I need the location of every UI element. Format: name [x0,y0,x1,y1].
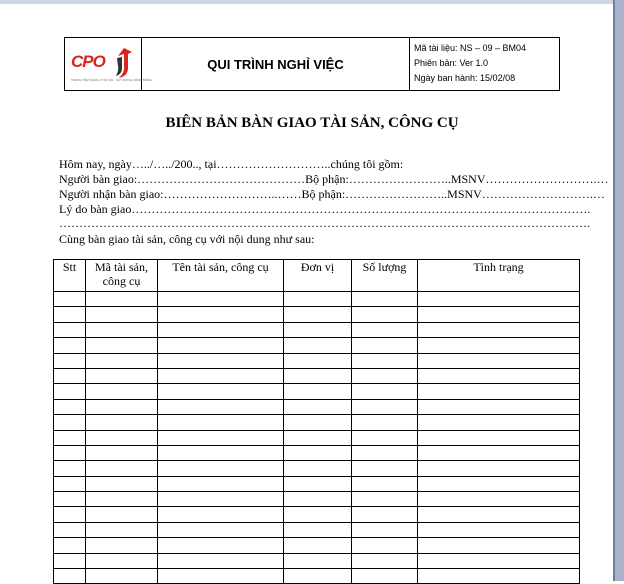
table-row [54,492,580,507]
table-cell[interactable] [284,522,352,537]
table-cell[interactable] [54,368,86,383]
table-cell[interactable] [54,430,86,445]
logo-subtext: TRUNG TÂM QUẢN LÝ DỰ ÁN · XÂY DỰNG CÔNG TRÌNH [71,78,152,82]
table-cell[interactable] [418,415,580,430]
table-cell[interactable] [284,399,352,414]
table-row [54,368,580,383]
table-cell[interactable] [418,322,580,337]
table-cell[interactable] [54,384,86,399]
table-cell[interactable] [158,476,284,491]
table-cell[interactable] [54,322,86,337]
table-cell[interactable] [284,384,352,399]
table-cell[interactable] [284,292,352,307]
table-row [54,522,580,537]
asset-handover-table [53,259,580,584]
table-row [54,461,580,476]
table-row [54,307,580,322]
table-cell[interactable] [352,307,418,322]
table-cell[interactable] [54,399,86,414]
table-cell[interactable] [158,553,284,568]
table-cell[interactable] [284,338,352,353]
table-cell[interactable] [352,415,418,430]
table-cell[interactable] [352,368,418,383]
table-cell[interactable] [54,338,86,353]
table-row [54,569,580,584]
table-cell[interactable] [418,430,580,445]
doc-issue-date: Ngày ban hành: 15/02/08 [414,73,516,83]
table-cell[interactable] [86,292,158,307]
table-cell[interactable] [86,399,158,414]
table-cell[interactable] [158,353,284,368]
table-cell[interactable] [86,507,158,522]
col-header-asset-code: Mã tài sản, công cụ [86,260,158,292]
table-cell[interactable] [418,553,580,568]
table-cell[interactable] [352,492,418,507]
table-cell[interactable] [86,538,158,553]
form-line-giver: Người bàn giao:……………………………………Bộ phận:……………………..MSNV……………………….… [59,172,609,186]
table-cell[interactable] [352,461,418,476]
table-cell[interactable] [86,492,158,507]
table-cell[interactable] [86,445,158,460]
document-title: BIÊN BẢN BÀN GIAO TÀI SẢN, CÔNG CỤ [165,115,459,131]
table-cell[interactable] [284,307,352,322]
table-cell[interactable] [54,476,86,491]
table-cell[interactable] [418,522,580,537]
table-cell[interactable] [352,538,418,553]
table-cell[interactable] [86,522,158,537]
table-cell[interactable] [352,553,418,568]
table-cell[interactable] [352,322,418,337]
form-line-reason-cont: ……………………………………………………………………………………………………………………. [59,216,590,230]
table-cell[interactable] [158,569,284,584]
table-cell[interactable] [54,569,86,584]
company-logo [65,38,152,90]
table-cell[interactable] [418,476,580,491]
table-cell[interactable] [352,353,418,368]
table-cell[interactable] [158,322,284,337]
table-cell[interactable] [54,492,86,507]
col-header-quantity: Số lượng [352,260,418,292]
table-cell[interactable] [352,476,418,491]
table-cell[interactable] [158,399,284,414]
table-body [54,292,580,584]
table-cell[interactable] [158,384,284,399]
table-cell[interactable] [352,445,418,460]
table-row [54,353,580,368]
table-row [54,538,580,553]
table-cell[interactable] [158,368,284,383]
table-cell[interactable] [86,553,158,568]
window-scrollbar-edge[interactable] [615,0,624,581]
col-header-condition: Tình trạng [418,260,580,292]
table-row [54,553,580,568]
table-cell[interactable] [352,507,418,522]
table-cell[interactable] [158,507,284,522]
header-title: QUI TRÌNH NGHỈ VIỆC [142,38,410,90]
table-cell[interactable] [86,415,158,430]
table-cell[interactable] [158,430,284,445]
table-cell[interactable] [418,292,580,307]
document-header [64,37,560,91]
form-line-reason: Lý do bàn giao……………………………………………………………………………………………………. [59,202,591,216]
table-cell[interactable] [158,292,284,307]
table-cell[interactable] [284,538,352,553]
table-cell[interactable] [418,538,580,553]
table-cell[interactable] [86,368,158,383]
col-header-stt: Stt [54,260,86,292]
table-cell[interactable] [54,553,86,568]
table-cell[interactable] [418,445,580,460]
table-cell[interactable] [418,461,580,476]
doc-version: Phiên bản: Ver 1.0 [414,58,489,68]
table-cell[interactable] [284,553,352,568]
table-cell[interactable] [284,322,352,337]
table-cell[interactable] [158,445,284,460]
table-cell[interactable] [284,461,352,476]
table-cell[interactable] [158,522,284,537]
table-cell[interactable] [418,353,580,368]
table-cell[interactable] [284,368,352,383]
doc-code: Mã tài liệu: NS – 09 – BM04 [414,43,527,53]
table-cell[interactable] [86,384,158,399]
table-cell[interactable] [158,338,284,353]
table-cell[interactable] [158,307,284,322]
table-row [54,384,580,399]
table-row [54,322,580,337]
table-cell[interactable] [284,430,352,445]
table-cell[interactable] [86,461,158,476]
table-cell[interactable] [158,461,284,476]
form-line-intro: Cùng bàn giao tài sản, công cụ với nội dung như sau: [59,232,315,246]
col-header-unit: Đơn vị [284,260,352,292]
table-cell[interactable] [54,522,86,537]
table-cell[interactable] [86,476,158,491]
table-cell[interactable] [352,399,418,414]
table-row [54,292,580,307]
table-cell[interactable] [54,292,86,307]
table-cell[interactable] [54,507,86,522]
table-cell[interactable] [352,430,418,445]
table-cell[interactable] [352,292,418,307]
table-cell[interactable] [284,507,352,522]
col-header-asset-name: Tên tài sản, công cụ [158,260,284,292]
table-cell[interactable] [158,492,284,507]
table-cell[interactable] [418,338,580,353]
table-cell[interactable] [418,307,580,322]
table-cell[interactable] [352,569,418,584]
table-row [54,415,580,430]
table-cell[interactable] [86,338,158,353]
table-cell[interactable] [284,492,352,507]
table-cell[interactable] [54,538,86,553]
table-cell[interactable] [284,415,352,430]
table-row [54,476,580,491]
table-cell[interactable] [86,322,158,337]
logo-mark-icon [113,46,135,80]
table-row [54,507,580,522]
table-cell[interactable] [418,569,580,584]
table-cell[interactable] [418,507,580,522]
table-row [54,445,580,460]
table-cell[interactable] [352,522,418,537]
table-row [54,399,580,414]
form-line-receiver: Người nhận bàn giao:………………………..……Bộ phận:……………………..MSNV……………………….… [59,187,605,201]
table-cell[interactable] [54,353,86,368]
table-cell[interactable] [54,307,86,322]
table-cell[interactable] [86,430,158,445]
table-cell[interactable] [418,492,580,507]
table-cell[interactable] [284,476,352,491]
table-cell[interactable] [54,415,86,430]
table-cell[interactable] [86,307,158,322]
table-row [54,430,580,445]
table-cell[interactable] [352,384,418,399]
table-cell[interactable] [284,353,352,368]
table-cell[interactable] [86,353,158,368]
table-row [54,338,580,353]
table-header-row [54,260,580,292]
table-cell[interactable] [86,569,158,584]
table-cell[interactable] [54,461,86,476]
form-line-date: Hôm nay, ngày…../…../200.., tại………………………..chúng tôi gồm: [59,157,404,171]
table-cell[interactable] [284,445,352,460]
table-cell[interactable] [352,338,418,353]
table-cell[interactable] [284,569,352,584]
table-cell[interactable] [418,384,580,399]
table-cell[interactable] [418,399,580,414]
header-meta [410,38,559,90]
table-cell[interactable] [418,368,580,383]
logo-text: CPO [71,52,105,71]
table-cell[interactable] [54,445,86,460]
table-cell[interactable] [158,538,284,553]
table-cell[interactable] [158,415,284,430]
